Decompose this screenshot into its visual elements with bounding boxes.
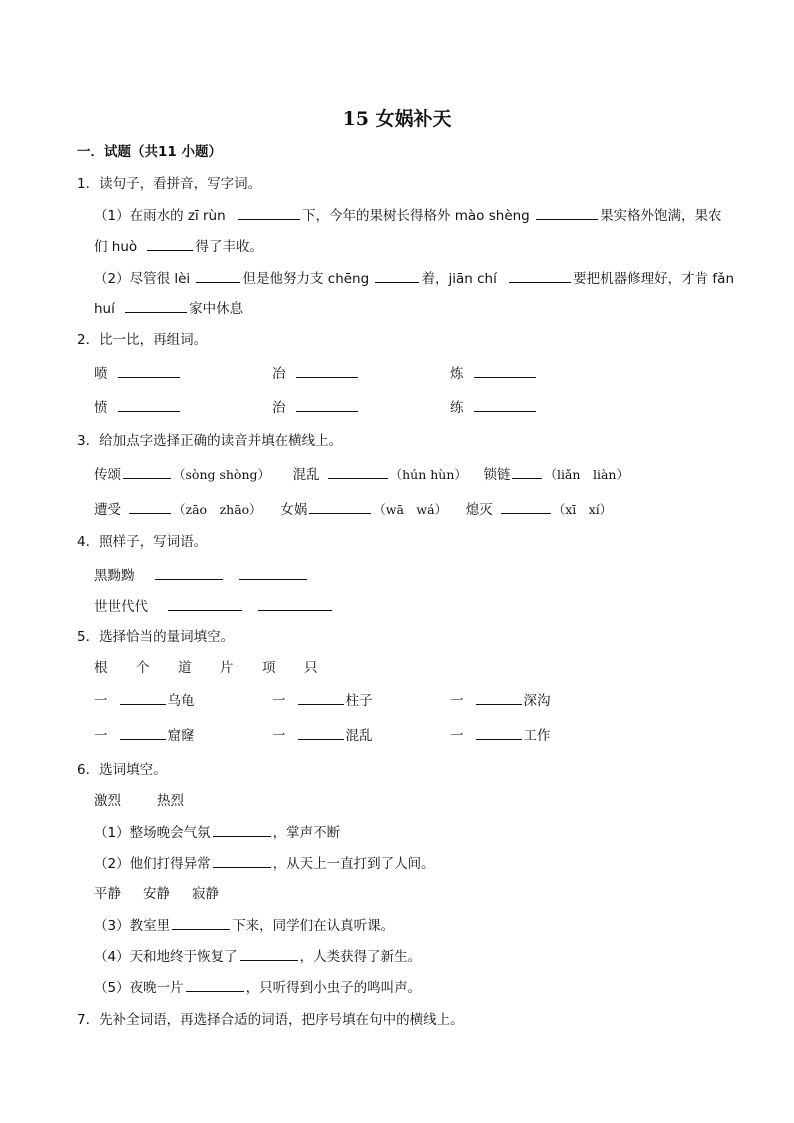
q2-item: [450, 363, 538, 384]
q1-text: （1）在雨水的 zī rùn: [94, 208, 226, 224]
q1-text: 要把机器修理好，才肯 fǎn: [573, 271, 735, 287]
answer-blank[interactable]: [213, 822, 271, 837]
q3-pinyin-options: （liǎn liàn）: [544, 467, 629, 482]
q2-stem: 2．比一比，再组词。: [77, 332, 208, 348]
q2-item: [94, 363, 182, 384]
answer-blank[interactable]: [118, 397, 180, 412]
q1-text: （2）尽管很 lèi: [94, 271, 191, 287]
answer-blank[interactable]: [213, 853, 271, 868]
answer-blank[interactable]: [258, 596, 332, 611]
q1-line-1: [94, 205, 722, 226]
q6-text: （2）他们打得异常: [94, 856, 211, 872]
q6-sentence-1: [94, 822, 340, 843]
q5-stem: 5．选择恰当的量词填空。: [77, 629, 235, 645]
answer-blank[interactable]: [238, 205, 300, 220]
q5-item: [94, 690, 195, 711]
answer-blank[interactable]: [501, 499, 551, 514]
q3-word: 锁链: [483, 467, 511, 483]
q6-sentence-3: [94, 915, 394, 936]
q3-word: 女娲: [280, 502, 308, 518]
answer-blank[interactable]: [186, 977, 244, 992]
q3-word: 混乱: [292, 467, 320, 483]
answer-blank[interactable]: [129, 499, 171, 514]
answer-blank[interactable]: [474, 397, 536, 412]
answer-blank[interactable]: [123, 464, 171, 479]
q5-item: [450, 725, 551, 746]
q1-line-3: [94, 268, 734, 289]
q6-sentence-2: [94, 853, 435, 874]
q6-stem: 6．选词填空。: [77, 762, 167, 778]
q6-text: ，人类获得了新生。: [299, 949, 422, 965]
q3-row-1: [94, 464, 629, 485]
q5-word: 片: [220, 660, 234, 676]
q4-stem: 4．照样子，写词语。: [77, 534, 208, 550]
q6-sentence-4: [94, 946, 421, 967]
answer-blank[interactable]: [168, 596, 242, 611]
answer-blank[interactable]: [155, 565, 223, 580]
answer-blank[interactable]: [509, 268, 571, 283]
q5-word: 道: [178, 660, 192, 676]
q1-text: 下，今年的果树长得格外 mào shèng: [301, 208, 530, 224]
q2-char: 愤: [94, 400, 108, 416]
q1-text: 但是他努力支 chēng: [242, 271, 370, 287]
q2-char: 治: [272, 400, 286, 416]
q2-char: 冶: [272, 366, 286, 382]
q5-word: 项: [262, 660, 276, 676]
q5-yi: 一: [272, 693, 286, 709]
q6-text: ，只听得到小虫子的鸣叫声。: [245, 980, 422, 996]
q6-word: 热烈: [157, 793, 184, 809]
q2-char: 炼: [450, 366, 464, 382]
answer-blank[interactable]: [118, 363, 180, 378]
q5-word: 根: [94, 660, 108, 676]
q6-word: 安静: [143, 886, 170, 902]
q1-stem: 1．读句子，看拼音，写字词。: [77, 176, 262, 192]
q2-char: 练: [450, 400, 464, 416]
answer-blank[interactable]: [172, 915, 230, 930]
answer-blank[interactable]: [375, 268, 419, 283]
q5-yi: 一: [450, 693, 464, 709]
answer-blank[interactable]: [298, 725, 344, 740]
q6-text: （3）教室里: [94, 918, 171, 934]
q3-word: 传颂: [94, 467, 121, 483]
q2-char: 喷: [94, 366, 108, 382]
q1-text: 家中休息: [189, 301, 244, 317]
q1-line-4: [94, 298, 243, 319]
q3-word: 熄灭: [465, 502, 493, 518]
q5-noun: 工作: [523, 728, 551, 744]
q5-yi: 一: [272, 728, 286, 744]
q5-item: [272, 725, 373, 746]
answer-blank[interactable]: [125, 298, 187, 313]
q6-text: ，从天上一直打到了人间。: [272, 856, 435, 872]
q1-text: 得了丰收。: [195, 239, 263, 255]
answer-blank[interactable]: [328, 464, 388, 479]
q5-noun: 深沟: [523, 693, 551, 709]
answer-blank[interactable]: [239, 565, 307, 580]
answer-blank[interactable]: [120, 690, 166, 705]
q4-example: 黑黝黝: [94, 568, 135, 584]
answer-blank[interactable]: [474, 363, 536, 378]
answer-blank[interactable]: [296, 397, 358, 412]
q5-word: 只: [304, 660, 318, 676]
q6-text: 下来，同学们在认真听课。: [232, 918, 395, 934]
q1-text: huí: [94, 301, 115, 317]
q1-text: 们 huò: [94, 239, 138, 255]
q5-noun: 混乱: [345, 728, 373, 744]
q3-word: 遭受: [94, 502, 121, 518]
answer-blank[interactable]: [298, 690, 344, 705]
q3-row-2: [94, 499, 612, 520]
answer-blank[interactable]: [512, 464, 542, 479]
q6-sentence-5: [94, 977, 421, 998]
q7-stem: 7．先补全词语，再选择合适的词语，把序号填在句中的横线上。: [77, 1012, 464, 1028]
q6-text: ，掌声不断: [272, 825, 341, 841]
q5-noun: 乌龟: [167, 693, 195, 709]
q3-stem: 3．给加点字选择正确的读音并填在横线上。: [77, 433, 343, 449]
q6-text: （5）夜晚一片: [94, 980, 184, 996]
q6-word: 平静: [94, 886, 121, 902]
q5-item: [272, 690, 373, 711]
q6-word: 激烈: [94, 793, 121, 809]
q1-line-2: [94, 236, 263, 257]
q5-word: 个: [136, 660, 150, 676]
section-heading: 一．试题（共11 小题）: [77, 144, 222, 160]
page-title: 15 女娲补天: [342, 108, 452, 130]
answer-blank[interactable]: [476, 725, 522, 740]
q3-pinyin-options: （xī xí）: [552, 502, 613, 517]
q2-item: [272, 397, 360, 418]
answer-blank[interactable]: [296, 363, 358, 378]
q3-pinyin-options: （zāo zhāo）: [173, 502, 262, 517]
answer-blank[interactable]: [196, 268, 240, 283]
q2-item: [272, 363, 360, 384]
q1-text: 果实格外饱满，果农: [600, 208, 722, 224]
q6-text: （1）整场晚会气氛: [94, 825, 211, 841]
q1-text: 着，jiān chí: [421, 271, 497, 287]
q4-example: 世世代代: [94, 599, 148, 615]
answer-blank[interactable]: [120, 725, 166, 740]
answer-blank[interactable]: [536, 205, 598, 220]
q5-yi: 一: [94, 728, 108, 744]
q4-row-1: [94, 565, 309, 586]
answer-blank[interactable]: [147, 236, 193, 251]
q5-noun: 窟窿: [167, 728, 195, 744]
q2-item: [450, 397, 538, 418]
q5-item: [450, 690, 551, 711]
q5-yi: 一: [94, 693, 108, 709]
q3-pinyin-options: （hún hùn）: [389, 467, 467, 482]
q4-row-2: [94, 596, 334, 617]
answer-blank[interactable]: [240, 946, 298, 961]
q2-item: [94, 397, 182, 418]
answer-blank[interactable]: [309, 499, 371, 514]
answer-blank[interactable]: [476, 690, 522, 705]
q6-text: （4）天和地终于恢复了: [94, 949, 238, 965]
q5-item: [94, 725, 195, 746]
q6-word: 寂静: [192, 886, 219, 902]
q5-noun: 柱子: [345, 693, 373, 709]
q3-pinyin-options: （wā wá）: [373, 502, 448, 517]
q3-pinyin-options: （sòng shòng）: [173, 467, 271, 482]
q5-yi: 一: [450, 728, 464, 744]
